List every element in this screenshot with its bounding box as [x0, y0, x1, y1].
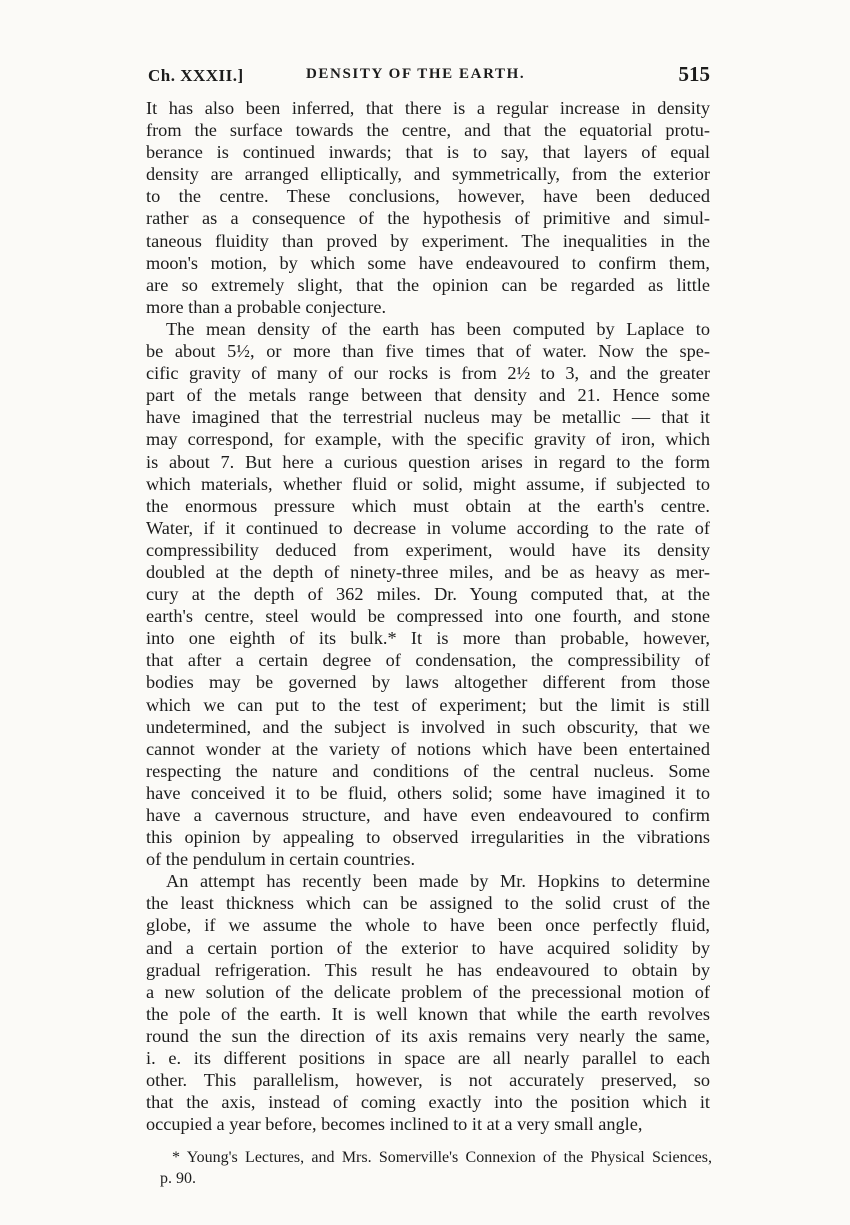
- text-line: compressibility deduced from experiment, would have its density: [146, 539, 710, 560]
- paragraph: [146, 870, 710, 1135]
- footnote: [160, 1147, 712, 1189]
- text-line: a new solution of the delicate problem of the precessional motion of: [146, 981, 710, 1002]
- text-line: which we can put to the test of experiment; but the limit is still: [146, 694, 710, 715]
- text-line: doubled at the depth of ninety-three miles, and be as heavy as mer-: [146, 561, 710, 582]
- text-line: have imagined that the terrestrial nucleus may be metallic — that it: [146, 407, 710, 428]
- running-header: [148, 62, 710, 92]
- paragraph: [146, 97, 710, 318]
- text-line: of the pendulum in certain countries.: [146, 849, 416, 870]
- text-line: globe, if we assume the whole to have been once perfectly fluid,: [146, 915, 710, 936]
- text-line: density are arranged elliptically, and symmetrically, from the exterior: [146, 164, 710, 185]
- running-title: DENSITY OF THE EARTH.: [306, 66, 526, 82]
- text-line: part of the metals range between that density and 21. Hence some: [146, 385, 710, 406]
- text-line: undetermined, and the subject is involved in such obscurity, that we: [146, 716, 710, 737]
- text-line: cannot wonder at the variety of notions which have been entertained: [146, 738, 710, 759]
- body-text: [146, 97, 710, 1135]
- text-line: be about 5½, or more than five times that of water. Now the spe-: [146, 341, 710, 362]
- text-line: and a certain portion of the exterior to have acquired solidity by: [146, 937, 710, 958]
- text-line: the pole of the earth. It is well known that while the earth revolves: [146, 1003, 710, 1024]
- text-line: are so extremely slight, that the opinion can be regarded as little: [146, 274, 710, 295]
- text-line: Water, if it continued to decrease in volume according to the rate of: [146, 517, 710, 538]
- text-line: earth's centre, steel would be compressed into one fourth, and stone: [146, 606, 710, 627]
- text-line: The mean density of the earth has been computed by Laplace to: [166, 318, 710, 339]
- text-line: that the axis, instead of coming exactly into the position which it: [146, 1092, 710, 1113]
- text-line: respecting the nature and conditions of the central nucleus. Some: [146, 760, 710, 781]
- text-line: is about 7. But here a curious question arises in regard to the form: [146, 451, 710, 472]
- text-line: other. This parallelism, however, is not accurately preserved, so: [146, 1070, 710, 1091]
- text-line: taneous fluidity than proved by experiment. The inequalities in the: [146, 230, 710, 251]
- text-line: i. e. its different positions in space are all nearly parallel to each: [146, 1048, 710, 1069]
- chapter-label: Ch. XXXII.]: [148, 66, 244, 85]
- text-line: bodies may be governed by laws altogether different from those: [146, 672, 710, 693]
- text-line: gradual refrigeration. This result he has endeavoured to obtain by: [146, 959, 710, 980]
- text-line: rather as a consequence of the hypothesis of primitive and simul-: [146, 208, 710, 229]
- text-line: from the surface towards the centre, and that the equatorial protu-: [146, 120, 710, 141]
- text-line: cific gravity of many of our rocks is from 2½ to 3, and the greater: [146, 363, 710, 384]
- text-line: have conceived it to be fluid, others solid; some have imagined it to: [146, 782, 710, 803]
- text-line: into one eighth of its bulk.* It is more than probable, however,: [146, 628, 710, 649]
- text-line: which materials, whether fluid or solid, might assume, if subjected to: [146, 473, 710, 494]
- footnote-line: * Young's Lectures, and Mrs. Somerville's Connexion of the Physical Sciences,: [172, 1149, 712, 1166]
- text-line: It has also been inferred, that there is a regular increase in density: [146, 98, 710, 118]
- paragraph: [146, 318, 710, 870]
- text-line: cury at the depth of 362 miles. Dr. Young computed that, at the: [146, 584, 710, 605]
- text-line: moon's motion, by which some have endeavoured to confirm them,: [146, 252, 710, 273]
- page-number: 515: [678, 62, 710, 86]
- text-line: occupied a year before, becomes inclined to it at a very small angle,: [146, 1114, 643, 1135]
- text-line: have a cavernous structure, and have even endeavoured to confirm: [146, 805, 710, 825]
- text-line: the enormous pressure which must obtain at the earth's centre.: [146, 495, 710, 516]
- text-line: An attempt has recently been made by Mr. Hopkins to determine: [166, 871, 710, 892]
- text-line: more than a probable conjecture.: [146, 296, 387, 317]
- text-line: may correspond, for example, with the specific gravity of iron, which: [146, 429, 710, 450]
- text-line: round the sun the direction of its axis remains very nearly the same,: [146, 1025, 710, 1046]
- text-line: this opinion by appealing to observed irregularities in the vibrations: [146, 827, 710, 848]
- text-line: to the centre. These conclusions, however, have been deduced: [146, 186, 710, 207]
- text-line: the least thickness which can be assigned to the solid crust of the: [146, 893, 710, 914]
- text-line: berance is continued inwards; that is to say, that layers of equal: [146, 142, 710, 163]
- footnote-line: p. 90.: [160, 1170, 196, 1187]
- text-line: that after a certain degree of condensation, the compressibility of: [146, 650, 710, 671]
